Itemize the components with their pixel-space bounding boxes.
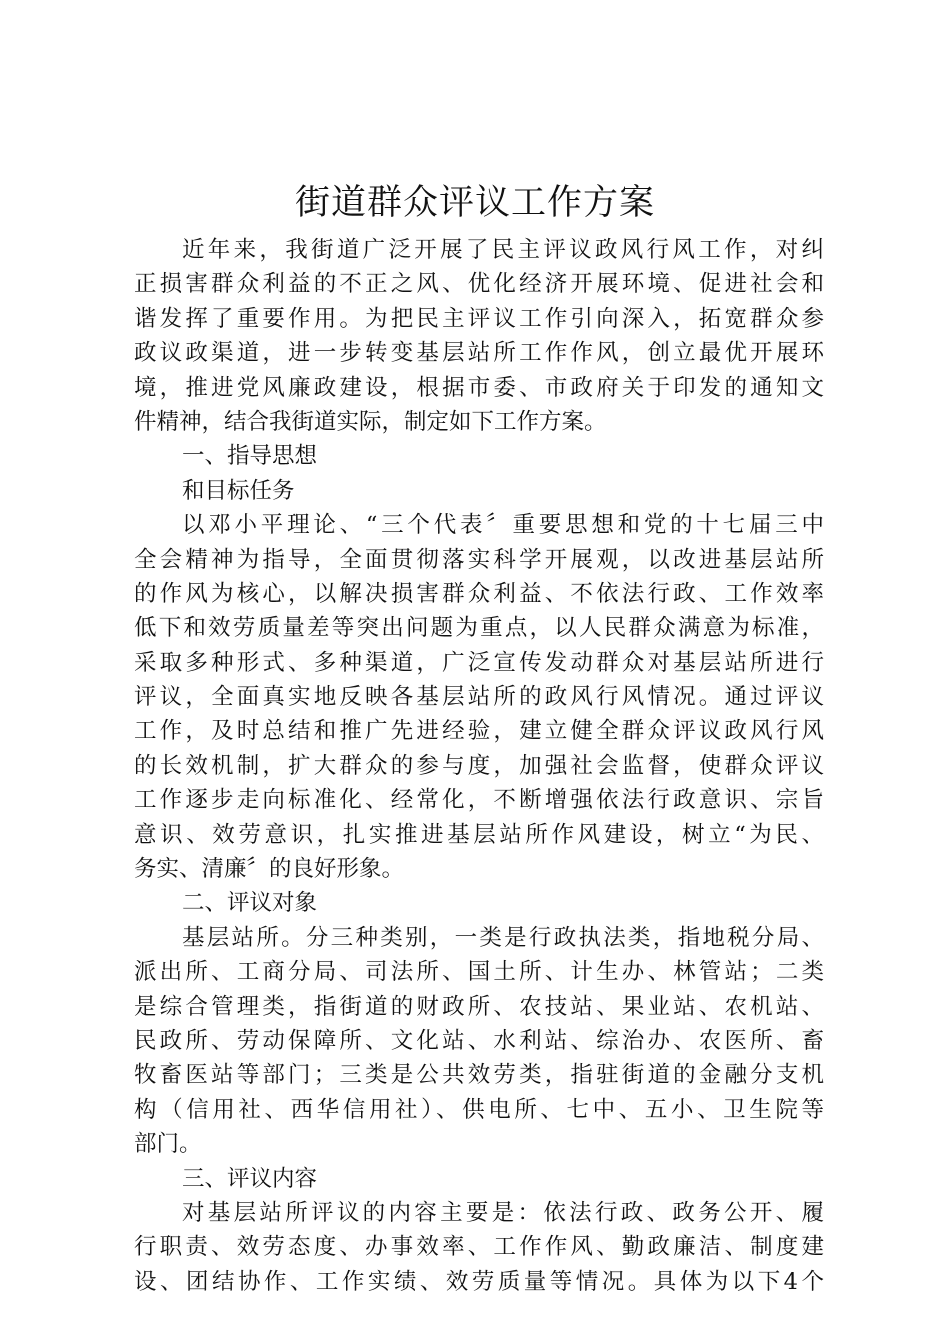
paragraph-line: 牧畜医站等部门；三类是公共效劳类，指驻街道的金融分支机 [134, 1062, 824, 1089]
paragraph-line: 正损害群众利益的不正之风、优化经济开展环境、促进社会和 [134, 271, 824, 298]
paragraph-line: 境，推进党风廉政建设，根据市委、市政府关于印发的通知文 [134, 374, 824, 401]
paragraph-line: 派出所、工商分局、司法所、国土所、计生办、林管站；二类 [134, 959, 824, 986]
paragraph-line: 民政所、劳动保障所、文化站、水利站、综治办、农医所、畜 [134, 1027, 824, 1054]
paragraph-line: 近年来，我街道广泛开展了民主评议政风行风工作，对纠 [182, 237, 824, 263]
paragraph-line: 设、团结协作、工作实绩、效劳质量等情况。具体为以下4个 [134, 1268, 824, 1295]
paragraph-line: 全会精神为指导，全面贯彻落实科学开展观，以改进基层站所 [134, 546, 824, 573]
section-heading: 二、评议对象 [182, 890, 318, 917]
document-title: 街道群众评议工作方案 [294, 183, 655, 223]
section-heading: 三、评议内容 [182, 1165, 318, 1192]
section-heading: 一、指导思想 [182, 443, 318, 470]
paragraph-line: 工作，及时总结和推广先进经验，建立健全群众评议政风行风 [134, 718, 824, 745]
paragraph-line: 的作风为核心，以解决损害群众利益、不依法行政、工作效率 [134, 580, 824, 607]
paragraph-line: 件精神，结合我街道实际，制定如下工作方案。 [134, 408, 607, 435]
paragraph-line: 务实、清廉〞的良好形象。 [134, 856, 405, 883]
document-body [134, 233, 824, 1299]
paragraph-line: 对基层站所评议的内容主要是：依法行政、政务公开、履 [182, 1199, 824, 1226]
paragraph-line: 评议，全面真实地反映各基层站所的政风行风情况。通过评议 [134, 684, 824, 711]
paragraph-line: 政议政渠道，进一步转变基层站所工作作风，创立最优开展环 [134, 340, 824, 367]
section-heading: 和目标任务 [182, 477, 295, 504]
paragraph-line: 行职责、效劳态度、办事效率、工作作风、勤政廉洁、制度建 [134, 1234, 824, 1261]
paragraph-line: 部门。 [134, 1131, 202, 1158]
paragraph-line: 以邓小平理论、“三个代表〞重要思想和党的十七届三中 [182, 512, 824, 539]
paragraph-line: 工作逐步走向标准化、经常化，不断增强依法行政意识、宗旨 [134, 787, 824, 814]
paragraph-line: 低下和效劳质量差等突出问题为重点，以人民群众满意为标准， [134, 615, 824, 642]
paragraph-line: 是综合管理类，指街道的财政所、农技站、果业站、农机站、 [134, 993, 824, 1020]
paragraph-line: 基层站所。分三种类别，一类是行政执法类，指地税分局、 [182, 924, 824, 951]
paragraph-line: 谐发挥了重要作用。为把民主评议工作引向深入，拓宽群众参 [134, 305, 824, 332]
paragraph-line: 意识、效劳意识，扎实推进基层站所作风建设，树立“为民、 [134, 821, 824, 848]
paragraph-line: 构（信用社、西华信用社）、供电所、七中、五小、卫生院等 [134, 1096, 824, 1123]
paragraph-line: 采取多种形式、多种渠道，广泛宣传发动群众对基层站所进行 [134, 649, 824, 676]
paragraph-line: 的长效机制，扩大群众的参与度，加强社会监督，使群众评议 [134, 752, 824, 779]
